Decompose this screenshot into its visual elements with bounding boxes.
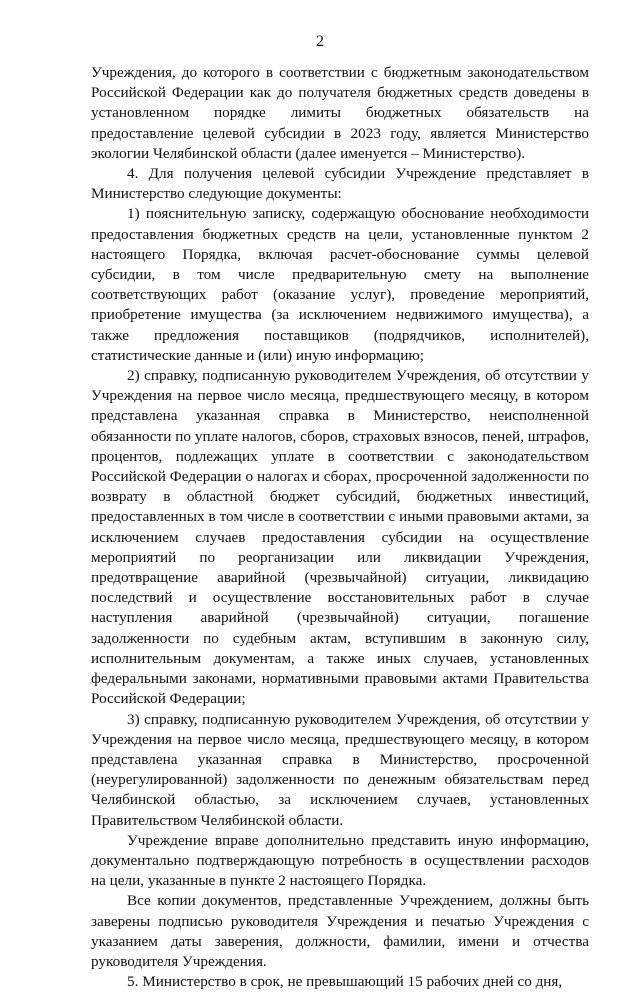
paragraph-copies-certification: Все копии документов, представленные Учреждением, должны быть заверены подписью руководителя Учреждения и печатью Учреждения с указанием даты заверения, должности, фамилии, имени и отчества руководителя Учреждения. xyxy=(91,892,589,970)
paragraph-continuation: Учреждения, до которого в соответствии с бюджетным законодательством Российской Федерации как до получателя бюджетных средств доведены в установленном порядке лимиты бюджетных обязательств на предоставление целевой субсидии в 2023 году, является Министерство экологии Челябинской области (далее именуется – Министерство). xyxy=(91,64,589,162)
paragraph-subitem-2: 2) справку, подписанную руководителем Учреждения, об отсутствии у Учреждения на первое число месяца, предшествующего месяцу, в котором представлена указанная справка в Министерство, неисполненной обязанности по уплате налогов, сборов, страховых взносов, пеней, штрафов, процентов, подлежащих уплате в соответствии с законодательством Российской Федерации о налогах и сборах, просроченной задолженности по возврату в областной бюджет субсидий, бюджетных инвестиций, предоставленных в том числе в соответствии с иными правовыми актами, за исключением случаев предоставления субсидии на осуществление мероприятий по реорганизации или ликвидации Учреждения, предотвращение аварийной (чрезвычайной) ситуации, ликвидацию последствий и осуществление восстановительных работ в случае наступления аварийной (чрезвычайной) ситуации, погашение задолженности по судебным актам, вступившим в законную силу, исполнительным документам, а также иных случаев, установленных федеральными законами, нормативными правовыми актами Правительства Российской Федерации; xyxy=(91,367,589,708)
paragraph-additional-info: Учреждение вправе дополнительно представить иную информацию, документально подтверждающую потребность в осуществлении расходов на цели, указанные в пункте 2 настоящего Порядка. xyxy=(91,831,589,890)
paragraph-item-4: 4. Для получения целевой субсидии Учреждение представляет в Министерство следующие документы: xyxy=(91,165,589,203)
document-body xyxy=(91,63,589,992)
paragraph-item-5: 5. Министерство в срок, не превышающий 15 рабочих дней со дня, xyxy=(127,973,563,991)
paragraph-subitem-1: 1) пояснительную записку, содержащую обоснование необходимости предоставления бюджетных средств на цели, установленные пунктом 2 настоящего Порядка, включая расчет-обоснование суммы целевой субсидии, в том числе предварительную смету на выполнение соответствующих работ (оказание услуг), проведение мероприятий, приобретение имущества (за исключением недвижимого имущества), а также предложения поставщиков (подрядчиков, исполнителей), статистические данные и (или) иную информацию; xyxy=(91,205,589,364)
page-number: 2 xyxy=(316,33,324,50)
paragraph-subitem-3: 3) справку, подписанную руководителем Учреждения, об отсутствии у Учреждения на первое число месяца, предшествующего месяцу, в котором представлена указанная справка в Министерство, просроченной (неурегулированной) задолженности по денежным обязательствам перед Челябинской областью, за исключением случаев, установленных Правительством Челябинской области. xyxy=(91,710,589,829)
